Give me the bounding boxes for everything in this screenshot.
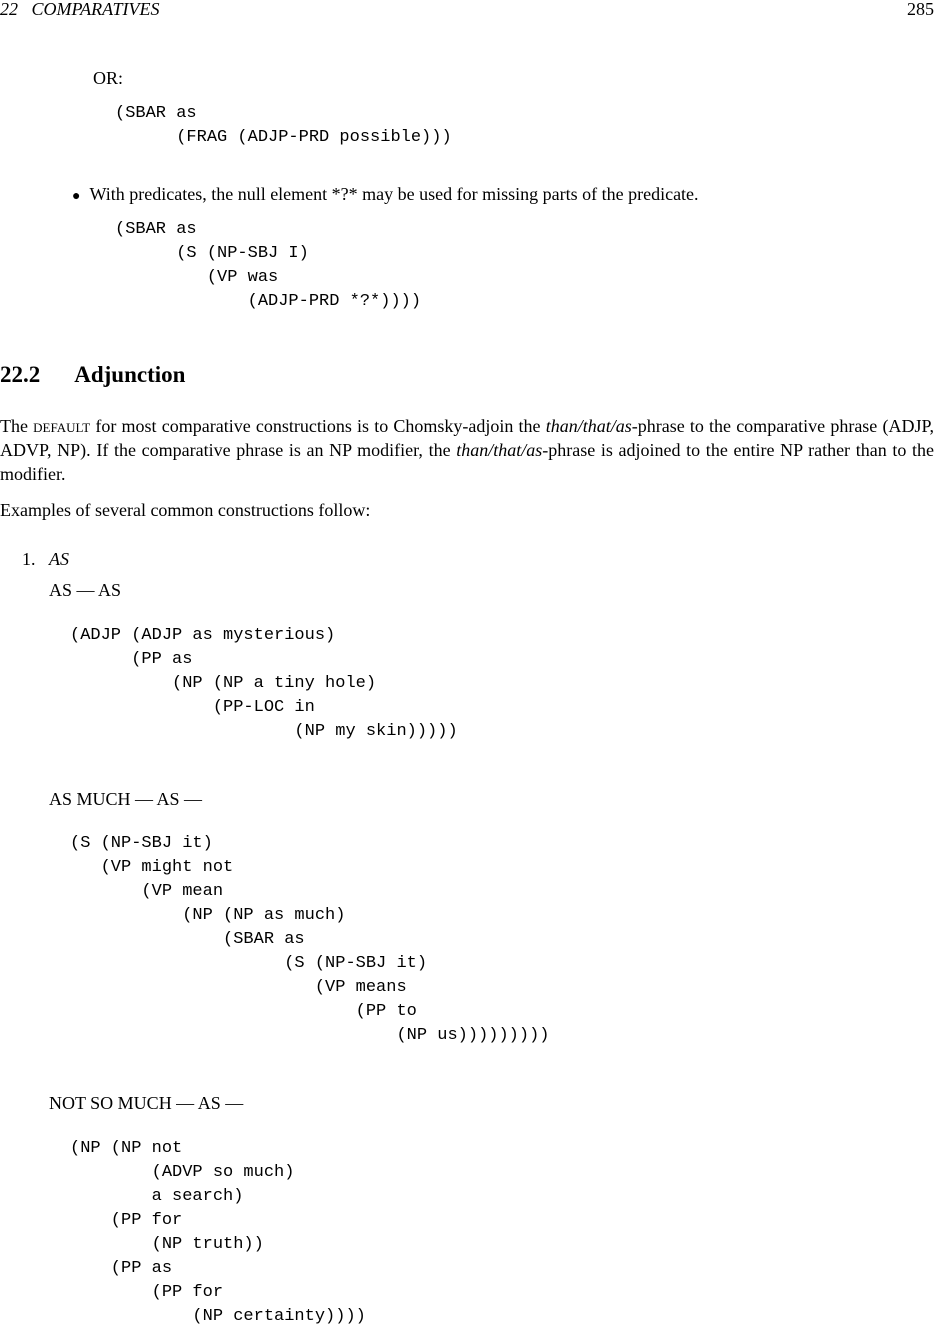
section-number: 22.2 <box>0 362 41 387</box>
section-title: Adjunction <box>74 362 186 387</box>
paragraph-default-adjunction: The default for most comparative constructions is to Chomsky-adjoin the than/that/as-phrase to the comparative phrase (ADJP, ADVP, NP). If the comparative phrase is an NP modifier, the than/that/as-phrase is adjoined to the entire NP rather than to the modifier. <box>0 416 934 484</box>
paragraph-examples-intro: Examples of several common constructions follow: <box>0 500 371 520</box>
list-item-number: 1. <box>22 549 36 569</box>
bullet-dot-icon: ● <box>72 189 81 204</box>
subheading-as-much-as: AS MUCH — AS — <box>49 789 203 809</box>
chapter-number: 22 <box>0 0 18 19</box>
code-block-np-not: (NP (NP not (ADVP so much) a search) (PP for (NP truth)) (PP as (PP for (NP certainty)))) <box>70 1139 366 1326</box>
code-block-adjp: (ADJP (ADJP as mysterious) (PP as (NP (NP a tiny hole) (PP-LOC in (NP my skin))))) <box>70 626 458 741</box>
page-number: 285 <box>907 0 934 19</box>
subheading-not-so-much-as: NOT SO MUCH — AS — <box>49 1093 244 1113</box>
list-item-title: AS <box>49 549 69 569</box>
code-block-sbar-s: (SBAR as (S (NP-SBJ I) (VP was (ADJP-PRD *?*)))) <box>115 220 422 311</box>
bullet-text: With predicates, the null element *?* may be used for missing parts of the predicate. <box>89 184 699 204</box>
bullet-item <box>72 182 699 209</box>
default-keyword: default <box>33 416 91 436</box>
section-heading <box>0 361 185 389</box>
code-block-sbar-frag: (SBAR as (FRAG (ADJP-PRD possible))) <box>115 104 452 147</box>
chapter-title: COMPARATIVES <box>31 0 160 19</box>
or-label: OR: <box>93 68 124 88</box>
code-block-s-might-not: (S (NP-SBJ it) (VP might not (VP mean (NP (NP as much) (SBAR as (S (NP-SBJ it) (VP means (PP to (NP us))))))))) <box>70 834 550 1045</box>
running-header-chapter <box>0 0 160 21</box>
subheading-as-as: AS — AS <box>49 580 122 600</box>
